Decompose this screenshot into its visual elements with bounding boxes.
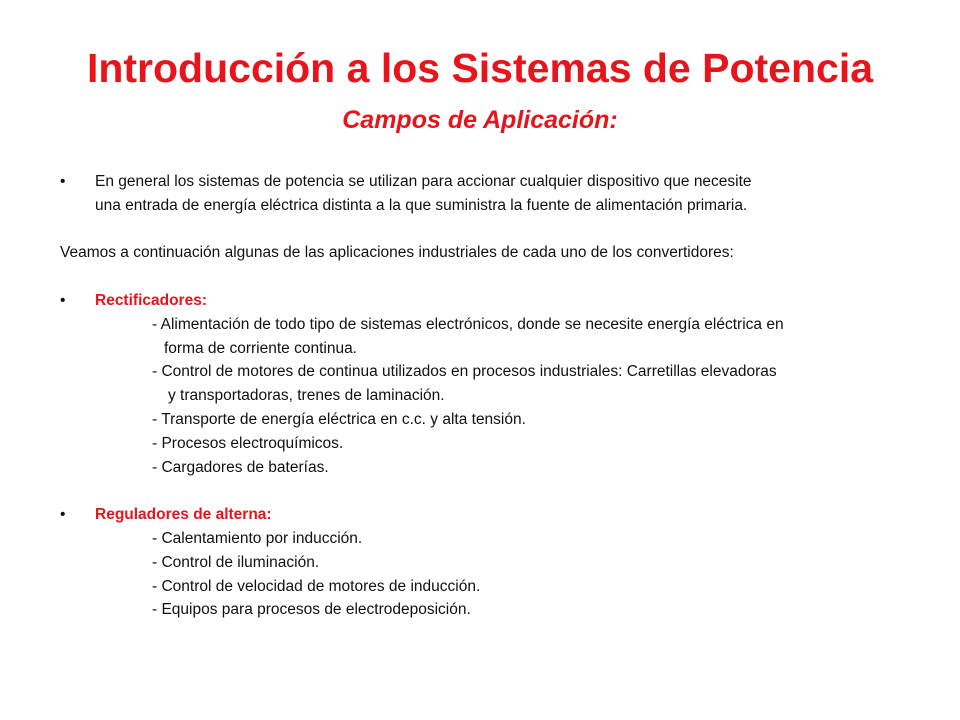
list-item: - Transporte de energía eléctrica en c.c. y alta tensión. xyxy=(152,410,526,428)
slide-subtitle: Campos de Aplicación: xyxy=(342,106,618,134)
intro-line-2: una entrada de energía eléctrica distinta a la que suministra la fuente de alimentación primaria. xyxy=(95,196,748,214)
list-item-continuation: forma de corriente continua. xyxy=(164,339,357,357)
list-item: - Control de iluminación. xyxy=(152,553,320,571)
list-item: - Control de motores de continua utilizados en procesos industriales: Carretillas elevadoras xyxy=(152,363,777,381)
section-reguladores xyxy=(60,503,940,527)
list-item: - Alimentación de todo tipo de sistemas electrónicos, donde se necesite energía eléctrica en xyxy=(152,315,784,333)
section-heading: Reguladores de alterna: xyxy=(95,506,272,524)
section-heading: Rectificadores: xyxy=(95,291,207,309)
slide-title: Introducción a los Sistemas de Potencia xyxy=(86,45,874,91)
list-item: - Cargadores de baterías. xyxy=(152,458,329,476)
list-item: - Calentamiento por inducción. xyxy=(152,529,363,547)
intro-bullet xyxy=(60,170,940,218)
bullet-icon: • xyxy=(60,291,66,309)
slide-body xyxy=(60,170,940,622)
intro-line-1: En general los sistemas de potencia se utilizan para accionar cualquier dispositivo que necesite xyxy=(95,173,752,190)
section-rectificadores xyxy=(60,289,940,313)
list-item: - Control de velocidad de motores de inducción. xyxy=(152,577,481,595)
bullet-icon: • xyxy=(60,506,66,524)
list-item-continuation: y transportadoras, trenes de laminación. xyxy=(168,387,445,405)
bullet-icon: • xyxy=(60,173,66,190)
list-item: - Equipos para procesos de electrodeposición. xyxy=(152,601,471,619)
list-item: - Procesos electroquímicos. xyxy=(152,434,344,452)
lead-paragraph: Veamos a continuación algunas de las aplicaciones industriales de cada uno de los convertidores: xyxy=(60,244,734,262)
